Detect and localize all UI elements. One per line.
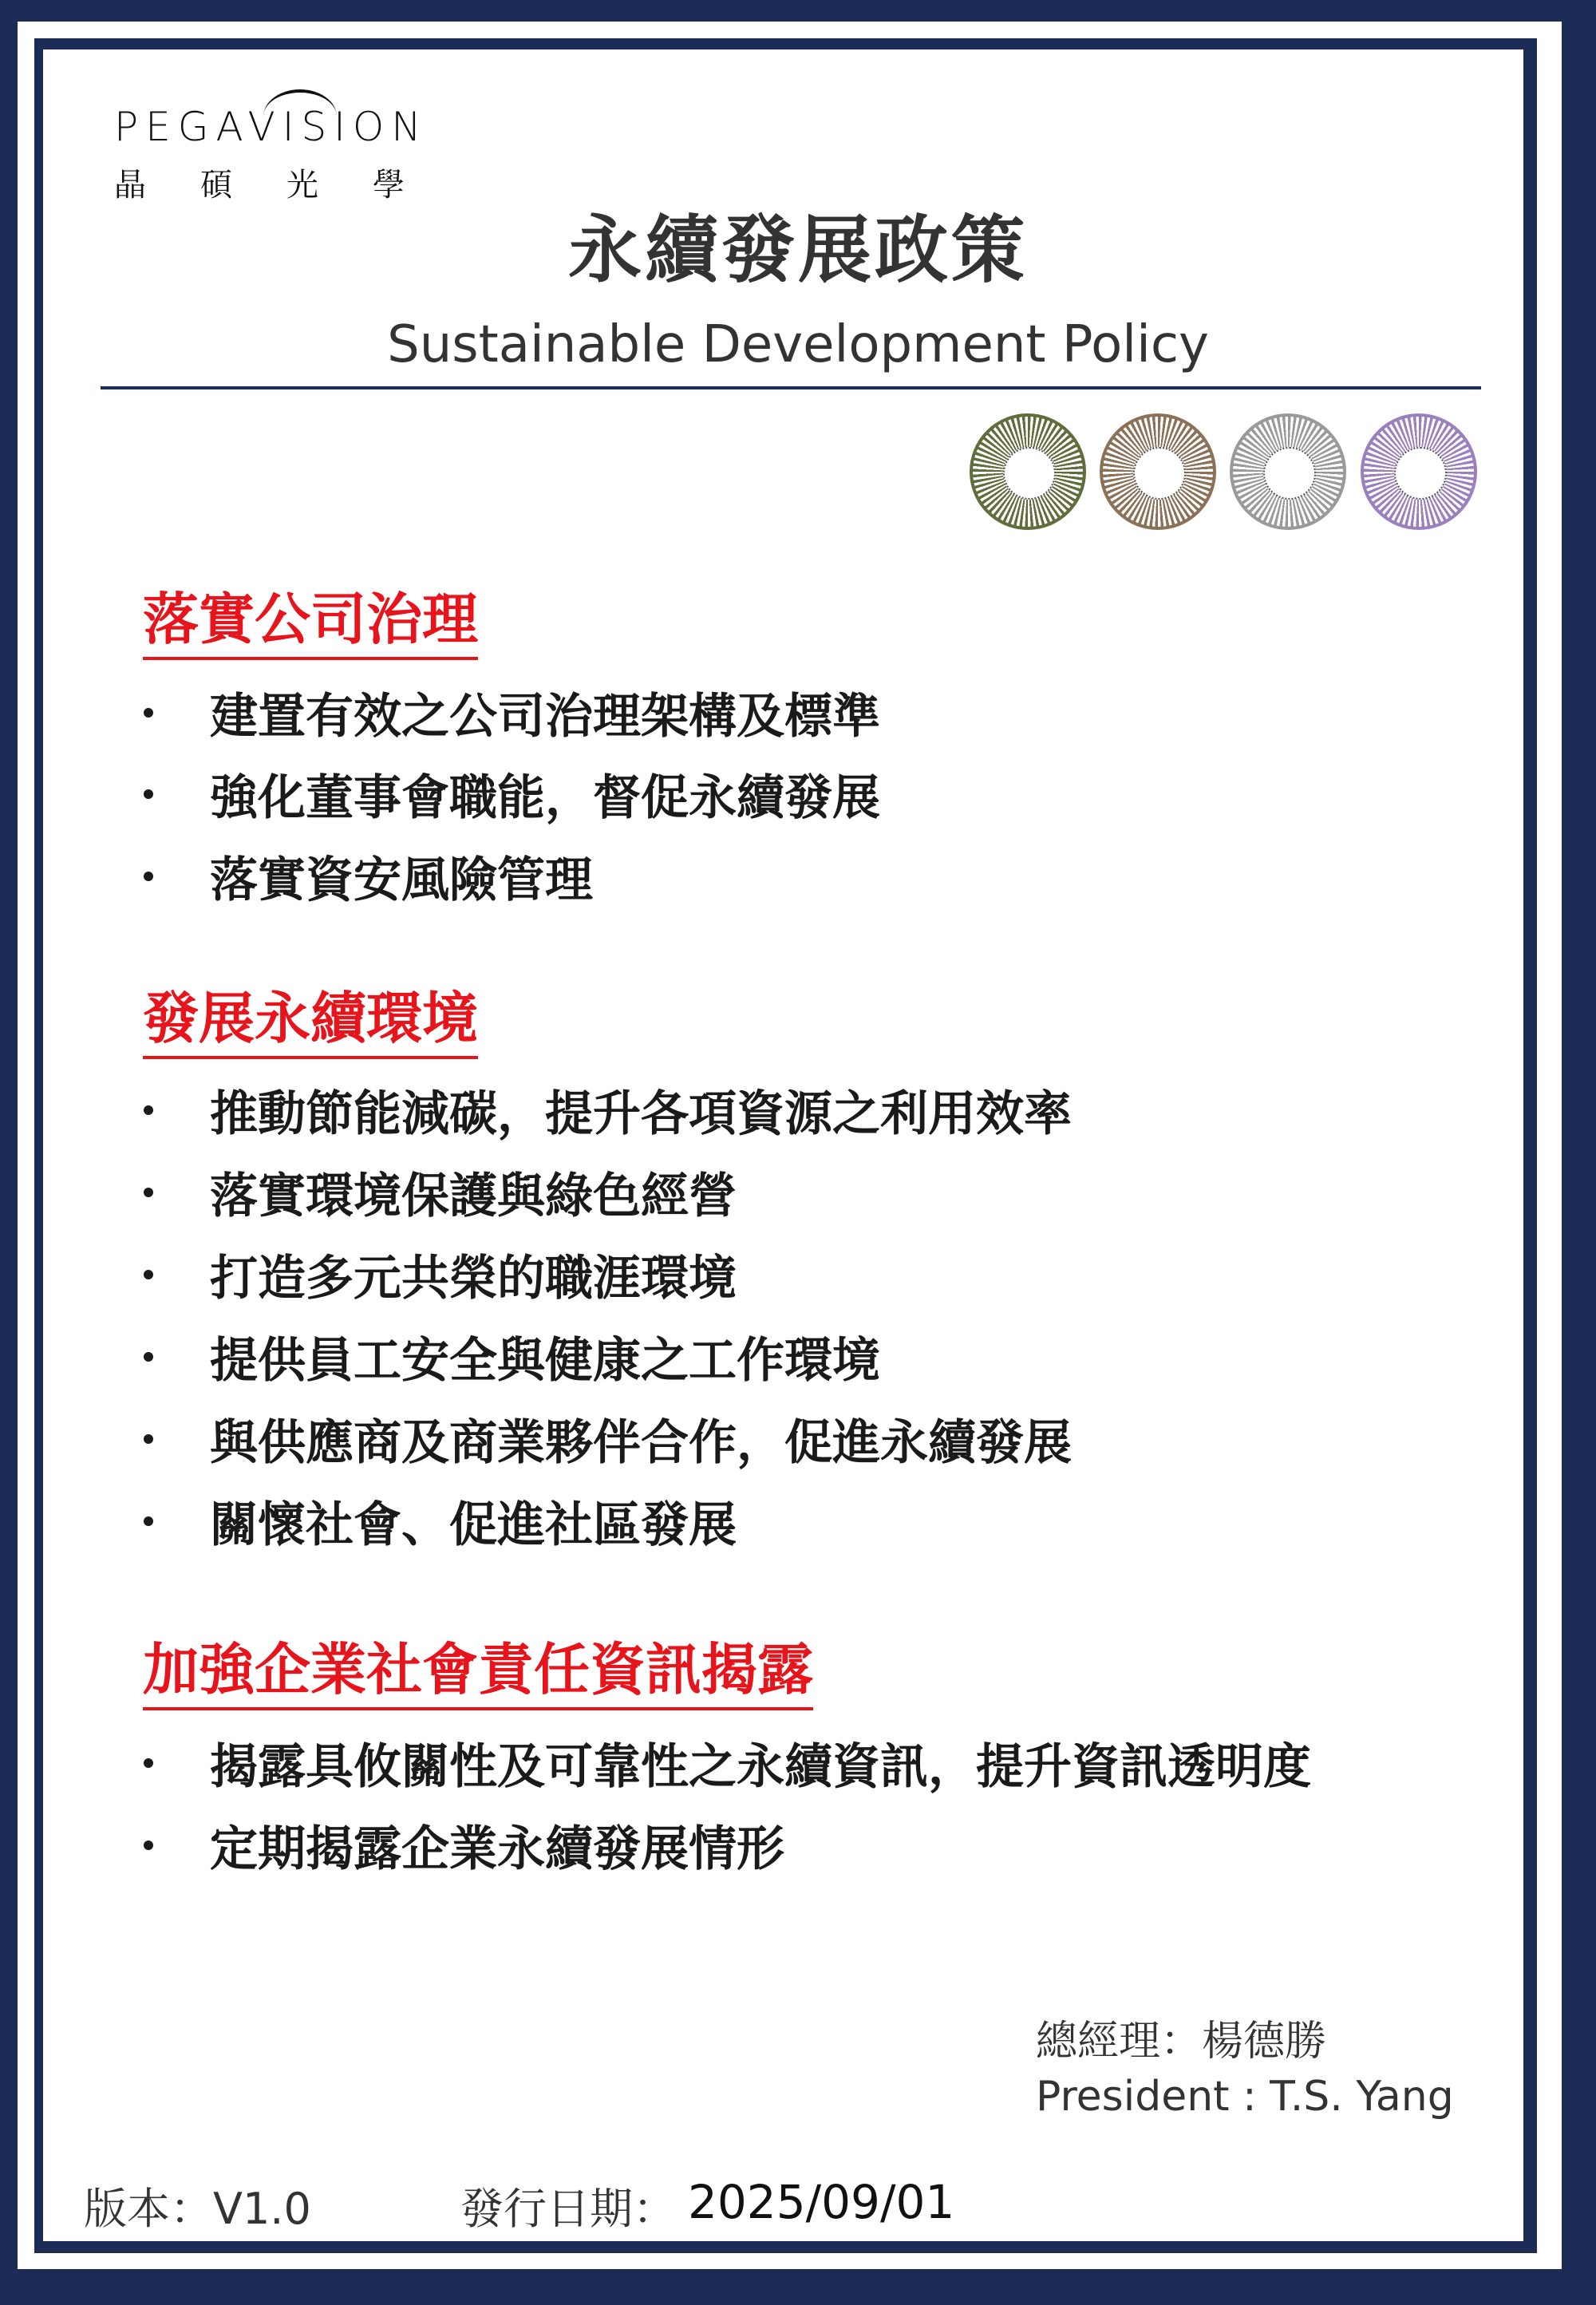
version-label: 版本：V1.0	[84, 2184, 311, 2234]
bullet-icon	[144, 1516, 153, 1526]
bullet-icon	[144, 1270, 153, 1279]
page-title: 永續發展政策	[567, 210, 1028, 291]
bullet-icon	[144, 1434, 153, 1444]
logo-char: 學	[373, 168, 405, 203]
contact-lens-image	[1361, 413, 1477, 530]
policy-item-text: 定期揭露企業永續發展情形	[210, 1822, 784, 1876]
policy-item-text: 強化董事會職能，督促永續發展	[210, 771, 880, 824]
bullet-icon	[144, 1352, 153, 1362]
bullet-icon	[144, 708, 153, 718]
policy-item-text: 與供應商及商業夥伴合作，促進永續發展	[210, 1416, 1072, 1469]
policy-item-text: 落實環境保護與綠色經營	[210, 1169, 737, 1223]
policy-item-text: 揭露具攸關性及可靠性之永續資訊，提升資訊透明度	[210, 1740, 1311, 1793]
policy-item-text: 關懷社會、促進社區發展	[210, 1498, 737, 1552]
policy-item	[144, 1405, 1072, 1473]
bullet-icon	[144, 1840, 153, 1850]
policy-item	[144, 1076, 1072, 1145]
bullet-icon	[144, 789, 153, 799]
policy-item	[144, 760, 880, 828]
issue-date: 2025/09/01	[688, 2175, 955, 2229]
policy-item	[144, 1811, 784, 1880]
policy-item	[144, 1487, 737, 1556]
bullet-icon	[144, 1188, 153, 1197]
bullet-icon	[144, 1758, 153, 1768]
policy-item-text: 建置有效之公司治理架構及標準	[210, 690, 880, 743]
policy-item-text: 落實資安風險管理	[210, 853, 593, 907]
section-heading: 發展永續環境	[143, 974, 478, 1059]
signature-english: President : T.S. Yang	[1036, 2073, 1454, 2121]
policy-item	[144, 1729, 1311, 1797]
logo-text: PEGAVISION	[114, 104, 429, 150]
contact-lens-image	[1230, 413, 1346, 530]
page-subtitle: Sustainable Development Policy	[387, 315, 1209, 374]
bullet-icon	[144, 872, 153, 881]
issue-date-label: 發行日期：	[460, 2184, 676, 2234]
title-divider	[101, 386, 1481, 389]
logo-char: 晶	[114, 168, 146, 203]
policy-item-text: 推動節能減碳，提升各項資源之利用效率	[210, 1087, 1072, 1141]
policy-item-text: 提供員工安全與健康之工作環境	[210, 1334, 880, 1387]
logo-char: 碩	[200, 168, 232, 203]
policy-item	[144, 678, 880, 747]
section-heading: 落實公司治理	[143, 575, 478, 660]
policy-item	[144, 842, 593, 911]
policy-item	[144, 1323, 880, 1391]
signature-chinese: 總經理：楊德勝	[1036, 2018, 1327, 2066]
bullet-icon	[144, 1105, 153, 1115]
logo-char: 光	[286, 168, 318, 203]
policy-item	[144, 1158, 737, 1227]
contact-lens-image	[970, 413, 1086, 530]
section-heading: 加強企業社會責任資訊揭露	[143, 1625, 813, 1710]
policy-item	[144, 1240, 737, 1309]
policy-item-text: 打造多元共榮的職涯環境	[210, 1251, 737, 1305]
contact-lens-image	[1100, 413, 1216, 530]
